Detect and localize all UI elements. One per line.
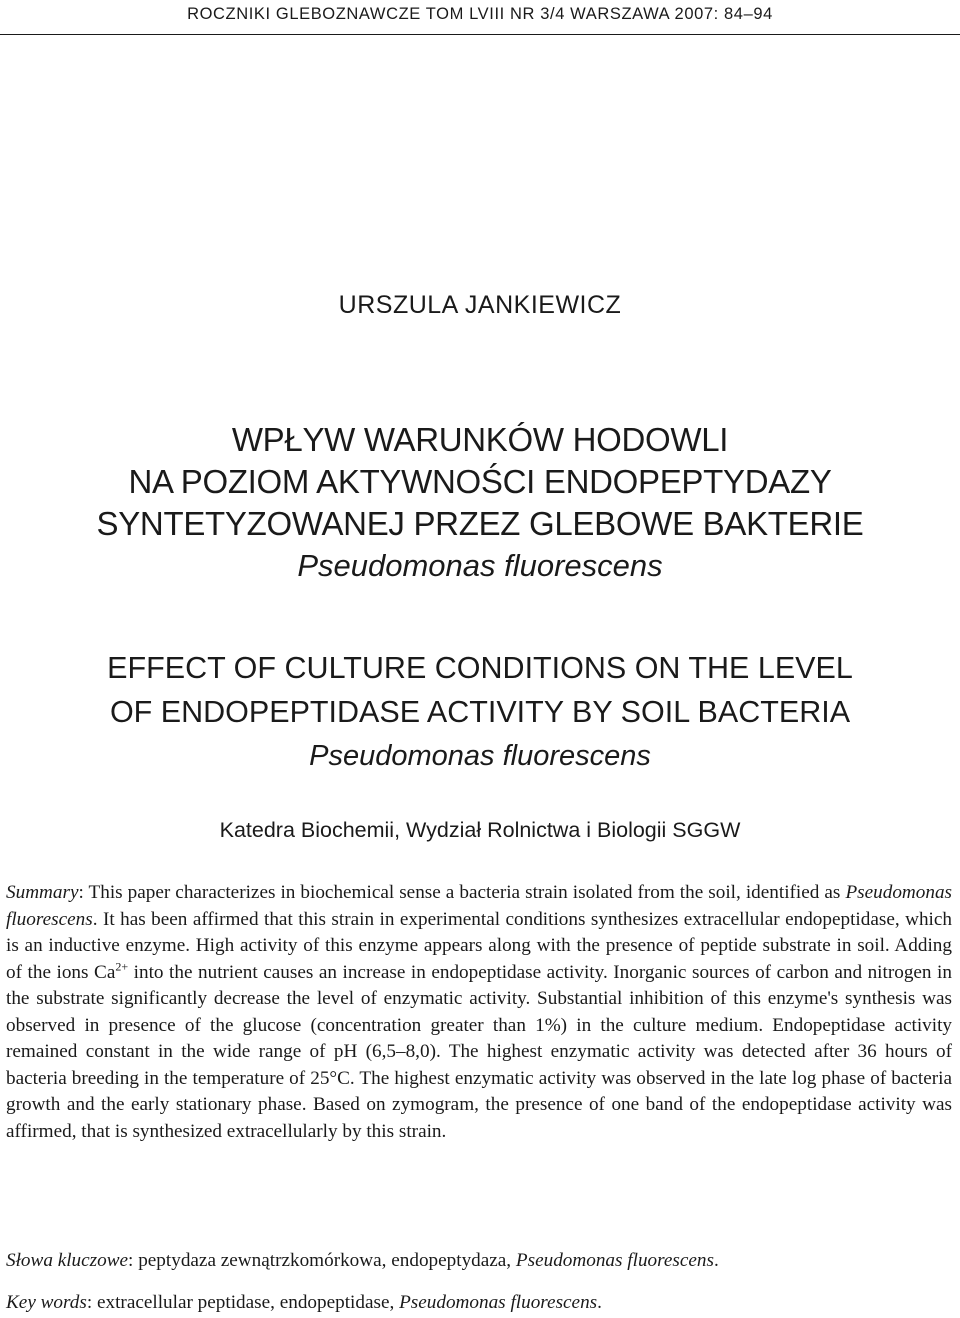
summary-text-part-2: . It has been affirmed that this strain in experimental conditions synthesizes extracellular endopeptidase, which is an inductive enzyme. High activity of this enzyme appears along with the presence of peptide substrate in soil. Adding of the ions Ca xyxy=(6,908,952,983)
running-head: ROCZNIKI GLEBOZNAWCZE TOM LVIII NR 3/4 WARSZAWA 2007: 84–94 xyxy=(187,5,773,23)
title-polish-line-1: WPŁYW WARUNKÓW HODOWLI xyxy=(231,421,729,458)
title-english-species: Pseudomonas fluorescens xyxy=(309,740,651,772)
title-english xyxy=(0,646,960,778)
title-polish-line-3: SYNTETYZOWANEJ PRZEZ GLEBOWE BAKTERIE xyxy=(96,505,864,542)
summary-text-part-1: This paper characterizes in biochemical sense a bacteria strain isolated from the soil, identified as xyxy=(88,882,841,903)
header-rule xyxy=(0,34,960,35)
summary-species: Pseudomonas fluorescens xyxy=(6,882,953,930)
keywords-polish-label: Słowa kluczowe xyxy=(6,1250,129,1271)
title-polish xyxy=(0,419,960,587)
keywords-english: Key words: extracellular peptidase, endopeptidase, Pseudomonas fluorescens. xyxy=(6,1292,602,1313)
keywords-english-end: . xyxy=(597,1292,602,1313)
summary-label: Summary xyxy=(6,882,79,903)
title-polish-line-2: NA POZIOM AKTYWNOŚCI ENDOPEPTYDAZY xyxy=(128,463,832,500)
keywords-polish-text: peptydaza zewnątrzkomórkowa, endopeptydaza, xyxy=(138,1250,516,1271)
affiliation: Katedra Biochemii, Wydział Rolnictwa i Biologii SGGW xyxy=(219,818,741,842)
keywords-english-species: Pseudomonas fluorescens xyxy=(399,1292,598,1313)
keywords-polish: Słowa kluczowe: peptydaza zewnątrzkomórkowa, endopeptydaza, Pseudomonas fluorescens. xyxy=(6,1250,719,1271)
title-polish-species: Pseudomonas fluorescens xyxy=(297,548,663,583)
summary-abstract: Summary: This paper characterizes in biochemical sense a bacteria strain isolated from the soil, identified as Pseudomonas fluorescens. It has been affirmed that this strain in experimental conditions synthesizes extracellular endopeptidase, which is an inductive enzyme. High activity of this enzyme appears along with the presence of peptide substrate in soil. Adding of the ions $Ca^{2+}$ into the nutrient causes an increase in endopeptidase activity. Inorganic sources of carbon and nitrogen in the substrate significantly decrease the level of enzymatic activity. Substantial inhibition of this enzyme's synthesis was observed in presence of the glucose (concentration greater than 1%) in the culture medium. Endopeptidase activity remained constant in the wide range of pH (6,5–8,0). The highest enzymatic activity was detected after 36 hours of bacteria breeding in the temperature of 25°C. The highest enzymatic activity was observed in the late log phase of bacteria growth and the early stationary phase. Based on zymogram, the presence of one band of the endopeptidase activity was affirmed, that is synthesized extracellularly by this strain. xyxy=(6,882,953,1142)
keywords-polish-end: . xyxy=(713,1250,719,1271)
keywords-polish-species: Pseudomonas fluorescens xyxy=(515,1250,714,1271)
author-name: URSZULA JANKIEWICZ xyxy=(338,291,622,319)
keywords-english-text: extracellular peptidase, endopeptidase, xyxy=(96,1292,400,1313)
title-english-line-1: EFFECT OF CULTURE CONDITIONS ON THE LEVEL xyxy=(107,651,853,685)
summary-superscript: 2+ xyxy=(115,959,129,974)
title-english-line-2: OF ENDOPEPTIDASE ACTIVITY BY SOIL BACTERIA xyxy=(109,695,851,729)
summary-text-part-3: into the nutrient causes an increase in endopeptidase activity. Inorganic sources of carbon and nitrogen in the substrate significantly decrease the level of enzymatic activity. Substantial inhibition of this enzyme's synthesis was observed in presence of the glucose (concentration greater than 1%) in the culture medium. Endopeptidase activity remained constant in the wide range of pH (6,5–8,0). The highest enzymatic activity was detected after 36 hours of bacteria breeding in the temperature of 25°C. The highest enzymatic activity was observed in the late log phase of bacteria growth and the early stationary phase. Based on zymogram, the presence of one band of the endopeptidase activity was affirmed, that is synthesized extracellularly by this strain. xyxy=(6,961,952,1142)
keywords-english-label: Key words xyxy=(6,1292,87,1313)
